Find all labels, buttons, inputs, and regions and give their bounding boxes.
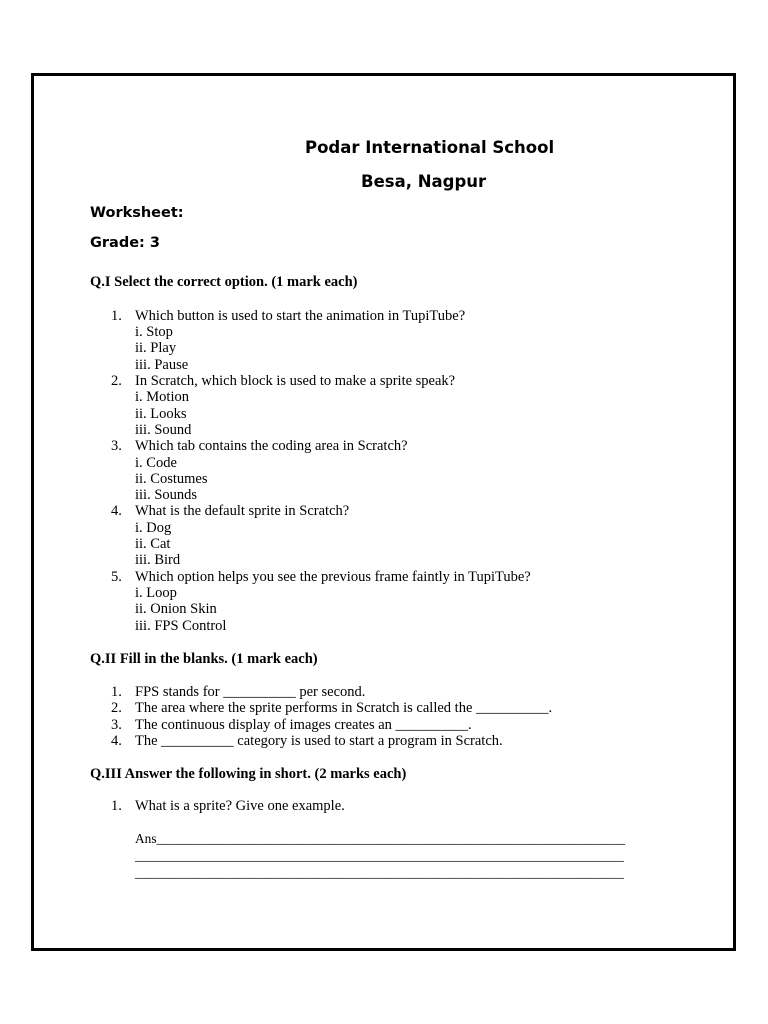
option: iii. Pause (135, 357, 189, 373)
option: ii. Cat (135, 536, 171, 552)
question-number: 3. (111, 438, 122, 454)
short-question: What is a sprite? Give one example. (135, 798, 345, 814)
item-number: 1. (111, 798, 122, 814)
option: i. Stop (135, 324, 173, 340)
grade-label: Grade: 3 (90, 235, 160, 251)
item-number: 2. (111, 700, 122, 716)
option: i. Loop (135, 585, 177, 601)
blank-item: The area where the sprite performs in Scratch is called the __________. (135, 700, 553, 716)
question-text: Which option helps you see the previous frame faintly in TupiTube? (135, 569, 531, 585)
question-number: 1. (111, 308, 122, 324)
item-number: 4. (111, 733, 122, 749)
question-text: Which tab contains the coding area in Scratch? (135, 438, 408, 454)
question-text: What is the default sprite in Scratch? (135, 503, 350, 519)
option: i. Motion (135, 389, 189, 405)
section3-items (0, 798, 768, 888)
section1-questions (0, 308, 768, 638)
blank-item: The __________ category is used to start a program in Scratch. (135, 733, 503, 749)
question-text: In Scratch, which block is used to make a sprite speak? (135, 373, 456, 389)
blank-item: FPS stands for __________ per second. (135, 684, 366, 700)
school-name: Podar International School (305, 138, 555, 157)
option: iii. Sound (135, 422, 192, 438)
answer-line: _________________________________________________________________________ (135, 865, 624, 880)
option: i. Dog (135, 520, 172, 536)
question-number: 5. (111, 569, 122, 585)
option: i. Code (135, 455, 177, 471)
item-number: 3. (111, 717, 122, 733)
worksheet-label: Worksheet: (90, 205, 184, 221)
option: ii. Onion Skin (135, 601, 217, 617)
option: ii. Play (135, 340, 177, 356)
item-number: 1. (111, 684, 122, 700)
answer-line: _________________________________________________________________________ (135, 848, 624, 863)
option: iii. FPS Control (135, 618, 227, 634)
question-text: Which button is used to start the animation in TupiTube? (135, 308, 466, 324)
question-number: 2. (111, 373, 122, 389)
section1-heading: Q.I Select the correct option. (1 mark each) (90, 274, 358, 290)
school-location: Besa, Nagpur (361, 172, 487, 191)
option: iii. Sounds (135, 487, 198, 503)
option: ii. Looks (135, 406, 187, 422)
blank-item: The continuous display of images creates an __________. (135, 717, 472, 733)
section3-heading: Q.III Answer the following in short. (2 marks each) (90, 766, 407, 782)
answer-line: Ans______________________________________________________________________ (135, 831, 626, 846)
option: iii. Bird (135, 552, 181, 568)
option: ii. Costumes (135, 471, 208, 487)
question-number: 4. (111, 503, 122, 519)
section2-items (0, 684, 768, 754)
section2-heading: Q.II Fill in the blanks. (1 mark each) (90, 651, 318, 667)
